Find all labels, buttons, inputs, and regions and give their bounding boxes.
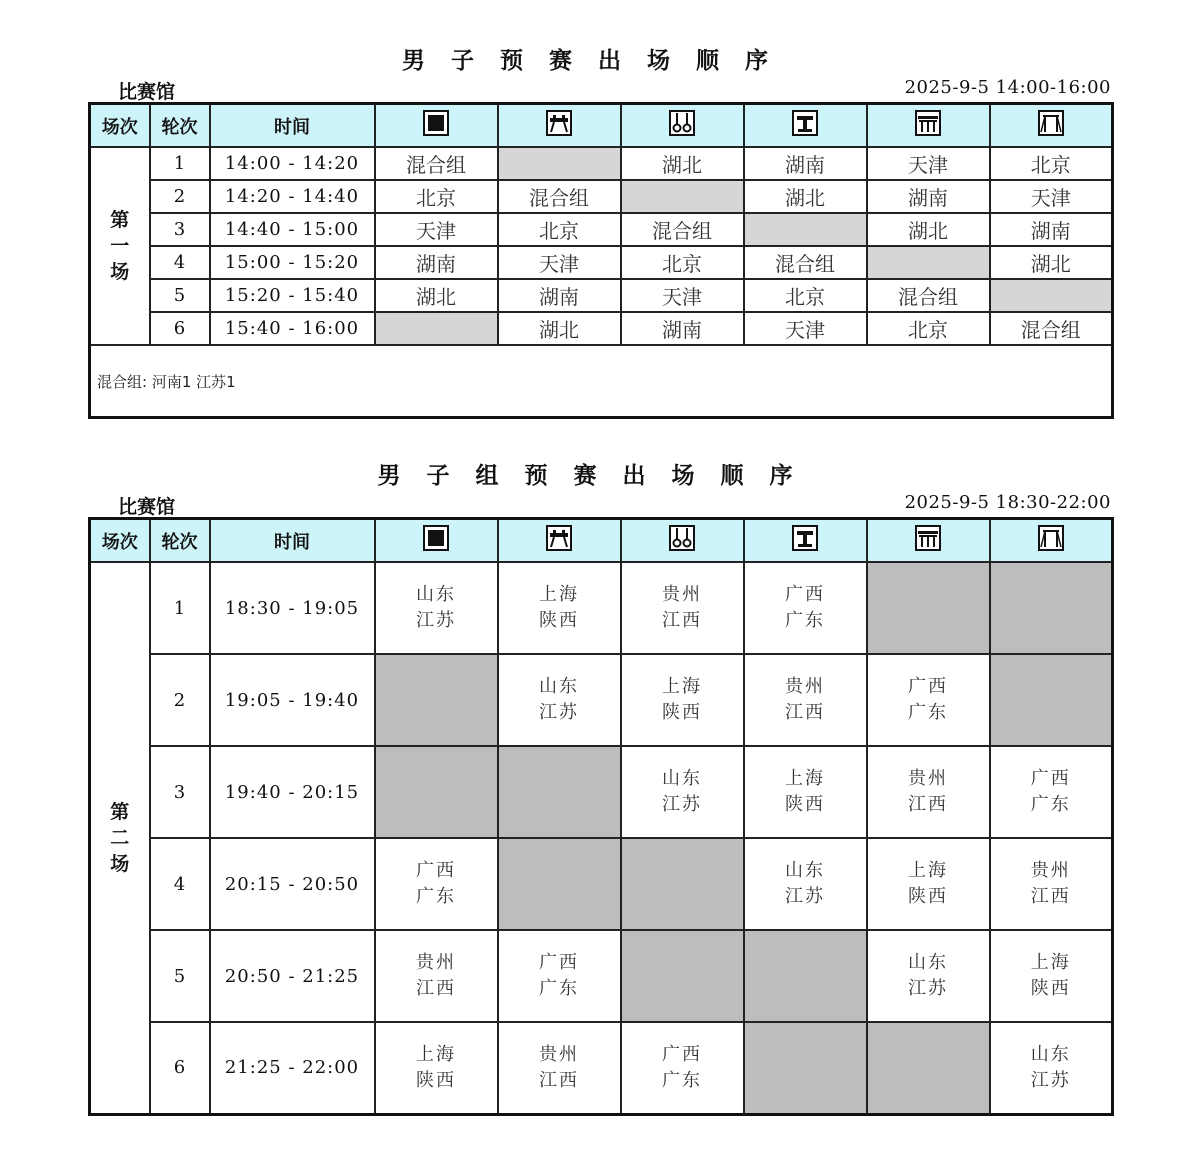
team-cell: 湖南 [867, 180, 990, 213]
team-cell [621, 746, 744, 838]
team-cell [744, 562, 867, 654]
team-name: 江西 [539, 1069, 579, 1091]
team-name: 广东 [1030, 794, 1071, 815]
team-cell: 湖南 [744, 147, 867, 180]
team-cell: 北京 [621, 246, 744, 279]
header-rings [621, 104, 744, 148]
empty-slot [498, 746, 621, 838]
team-name: 陕西 [1030, 978, 1071, 999]
team-cell [498, 930, 621, 1022]
team-cell: 混合组 [867, 279, 990, 312]
header-row [90, 519, 1113, 563]
team-cell: 湖北 [990, 246, 1113, 279]
team-cell: 北京 [867, 312, 990, 345]
team-cell: 湖北 [498, 312, 621, 345]
time-slot: 15:00 - 15:20 [210, 246, 375, 279]
team-name: 陕西 [785, 794, 825, 815]
empty-slot [867, 246, 990, 279]
team-cell: 混合组 [744, 246, 867, 279]
team-cell: 湖北 [744, 180, 867, 213]
time-slot: 15:20 - 15:40 [210, 279, 375, 312]
time-slot: 20:15 - 20:50 [210, 838, 375, 930]
header-vault [744, 519, 867, 563]
team-name: 上海 [908, 860, 948, 881]
round-number: 6 [150, 312, 210, 345]
header-high-bar [990, 104, 1113, 148]
table-row [90, 746, 1113, 838]
team-cell: 混合组 [990, 312, 1113, 345]
team-name: 江苏 [1030, 1069, 1071, 1091]
table-row [90, 654, 1113, 746]
rings-icon [669, 525, 695, 556]
parallel-bars-icon [915, 525, 941, 556]
team-name: 上海 [785, 768, 825, 789]
header-vault [744, 104, 867, 148]
team-cell: 天津 [498, 246, 621, 279]
header-session: 场次 [90, 519, 150, 563]
team-cell [498, 562, 621, 654]
team-name: 江苏 [539, 702, 579, 723]
team-cell [867, 930, 990, 1022]
team-name: 陕西 [662, 702, 702, 723]
empty-slot [498, 838, 621, 930]
team-name: 广西 [908, 676, 948, 697]
time-slot: 18:30 - 19:05 [210, 562, 375, 654]
team-cell: 湖南 [621, 312, 744, 345]
team-name: 广东 [416, 886, 456, 907]
vault-icon [792, 110, 818, 141]
team-name: 广东 [785, 610, 825, 631]
team-cell: 混合组 [621, 213, 744, 246]
team-name: 江西 [908, 794, 948, 815]
team-cell [990, 746, 1113, 838]
team-name: 广东 [662, 1069, 702, 1091]
round-number: 2 [150, 654, 210, 746]
team-cell [375, 930, 498, 1022]
team-name: 江西 [416, 978, 456, 999]
team-cell [867, 838, 990, 930]
team-cell [498, 654, 621, 746]
team-cell [375, 1022, 498, 1114]
table-row [90, 930, 1113, 1022]
team-name: 广东 [539, 978, 579, 999]
header-parallel-bars [867, 104, 990, 148]
header-pommel-horse [498, 104, 621, 148]
round-number: 3 [150, 746, 210, 838]
header-pommel-horse [498, 519, 621, 563]
empty-slot [744, 213, 867, 246]
table-row [90, 312, 1113, 345]
time-slot: 20:50 - 21:25 [210, 930, 375, 1022]
empty-slot [867, 562, 990, 654]
team-cell: 天津 [990, 180, 1113, 213]
team-cell [744, 654, 867, 746]
floor-icon [423, 525, 449, 556]
team-cell: 天津 [375, 213, 498, 246]
header-time: 时间 [210, 519, 375, 563]
time-slot: 21:25 - 22:00 [210, 1022, 375, 1114]
team-cell [621, 654, 744, 746]
team-cell: 天津 [621, 279, 744, 312]
section2-datetime: 2025-9-5 18:30-22:00 [904, 492, 1111, 513]
time-slot: 19:05 - 19:40 [210, 654, 375, 746]
pommel-horse-icon [546, 110, 572, 141]
empty-slot [990, 654, 1113, 746]
round-number: 6 [150, 1022, 210, 1114]
team-cell [744, 746, 867, 838]
team-cell [621, 1022, 744, 1114]
empty-slot [621, 180, 744, 213]
team-cell: 北京 [744, 279, 867, 312]
team-name: 江苏 [908, 978, 948, 999]
team-name: 江苏 [662, 794, 702, 815]
table-row [90, 180, 1113, 213]
team-cell [990, 930, 1113, 1022]
empty-slot [867, 1022, 990, 1114]
schedule-table-2 [88, 517, 1114, 1116]
team-cell: 湖北 [867, 213, 990, 246]
header-floor [375, 519, 498, 563]
round-number: 1 [150, 562, 210, 654]
team-cell [744, 838, 867, 930]
session-label: 第 二 场 [90, 562, 150, 1114]
team-name: 山东 [662, 768, 702, 789]
team-name: 山东 [908, 952, 948, 973]
team-name: 贵州 [662, 584, 702, 605]
empty-slot [621, 838, 744, 930]
team-name: 陕西 [908, 886, 948, 907]
team-name: 江苏 [416, 610, 456, 631]
empty-slot [375, 654, 498, 746]
empty-slot [498, 147, 621, 180]
empty-slot [375, 312, 498, 345]
team-name: 江苏 [785, 886, 825, 907]
round-number: 2 [150, 180, 210, 213]
time-slot: 14:00 - 14:20 [210, 147, 375, 180]
team-cell: 天津 [867, 147, 990, 180]
team-cell: 湖北 [621, 147, 744, 180]
team-cell [621, 562, 744, 654]
team-name: 山东 [416, 584, 456, 605]
team-name: 江西 [785, 702, 825, 723]
team-name: 广西 [1030, 768, 1071, 789]
table-row [90, 147, 1113, 180]
team-cell [867, 654, 990, 746]
time-slot: 14:20 - 14:40 [210, 180, 375, 213]
team-name: 江西 [662, 610, 702, 631]
note-cell [90, 345, 1113, 418]
parallel-bars-icon [915, 110, 941, 141]
header-floor [375, 104, 498, 148]
schedule-table-1 [88, 102, 1114, 419]
mixed-group-note: 混合组: 河南1 江苏1 [97, 372, 236, 391]
team-name: 上海 [1030, 952, 1071, 973]
pommel-horse-icon [546, 525, 572, 556]
team-cell: 湖南 [498, 279, 621, 312]
high-bar-icon [1038, 525, 1064, 556]
header-rings [621, 519, 744, 563]
team-name: 山东 [539, 676, 579, 697]
team-cell [498, 1022, 621, 1114]
team-cell [867, 746, 990, 838]
vault-icon [792, 525, 818, 556]
team-cell: 湖北 [375, 279, 498, 312]
team-cell: 北京 [375, 180, 498, 213]
section2-title: 男 子 组 预 赛 出 场 顺 序 [377, 463, 802, 489]
team-cell: 北京 [990, 147, 1113, 180]
section1-venue: 比赛馆 [118, 81, 176, 103]
header-session: 场次 [90, 104, 150, 148]
time-slot: 14:40 - 15:00 [210, 213, 375, 246]
team-cell [375, 562, 498, 654]
team-cell: 天津 [744, 312, 867, 345]
team-cell [375, 838, 498, 930]
team-cell: 北京 [498, 213, 621, 246]
session-label: 第 一 场 [90, 147, 150, 345]
note-row [90, 345, 1113, 418]
team-name: 上海 [416, 1043, 456, 1065]
team-cell: 混合组 [375, 147, 498, 180]
round-number: 4 [150, 246, 210, 279]
team-name: 广西 [662, 1043, 702, 1065]
team-name: 江西 [1030, 886, 1071, 907]
team-name: 上海 [539, 584, 579, 605]
team-name: 贵州 [416, 952, 456, 973]
header-parallel-bars [867, 519, 990, 563]
team-cell [990, 838, 1113, 930]
table-row [90, 562, 1113, 654]
empty-slot [621, 930, 744, 1022]
team-cell: 湖南 [990, 213, 1113, 246]
floor-icon [423, 110, 449, 141]
round-number: 5 [150, 930, 210, 1022]
section2-venue: 比赛馆 [118, 496, 176, 518]
empty-slot [744, 1022, 867, 1114]
header-high-bar [990, 519, 1113, 563]
empty-slot [990, 562, 1113, 654]
rings-icon [669, 110, 695, 141]
table-row [90, 279, 1113, 312]
time-slot: 15:40 - 16:00 [210, 312, 375, 345]
team-name: 山东 [785, 860, 825, 881]
header-time: 时间 [210, 104, 375, 148]
round-number: 1 [150, 147, 210, 180]
round-number: 5 [150, 279, 210, 312]
round-number: 3 [150, 213, 210, 246]
team-name: 贵州 [785, 676, 825, 697]
team-name: 广西 [539, 952, 579, 973]
team-cell: 湖南 [375, 246, 498, 279]
team-name: 广西 [416, 860, 456, 881]
team-name: 广东 [908, 702, 948, 723]
time-slot: 19:40 - 20:15 [210, 746, 375, 838]
team-name: 山东 [1030, 1043, 1071, 1065]
team-cell [990, 1022, 1113, 1114]
section1-datetime: 2025-9-5 14:00-16:00 [904, 77, 1111, 98]
table-row [90, 246, 1113, 279]
round-number: 4 [150, 838, 210, 930]
table-row [90, 838, 1113, 930]
team-name: 贵州 [539, 1043, 579, 1065]
team-name: 上海 [662, 676, 702, 697]
team-name: 贵州 [908, 768, 948, 789]
header-round: 轮次 [150, 519, 210, 563]
header-round: 轮次 [150, 104, 210, 148]
section1-title: 男 子 预 赛 出 场 顺 序 [401, 48, 778, 74]
team-cell: 混合组 [498, 180, 621, 213]
team-name: 贵州 [1030, 860, 1071, 881]
empty-slot [990, 279, 1113, 312]
header-row [90, 104, 1113, 148]
table-row [90, 1022, 1113, 1114]
empty-slot [375, 746, 498, 838]
high-bar-icon [1038, 110, 1064, 141]
team-name: 广西 [785, 584, 825, 605]
empty-slot [744, 930, 867, 1022]
table-row [90, 213, 1113, 246]
team-name: 陕西 [416, 1069, 456, 1091]
team-name: 陕西 [539, 610, 579, 631]
